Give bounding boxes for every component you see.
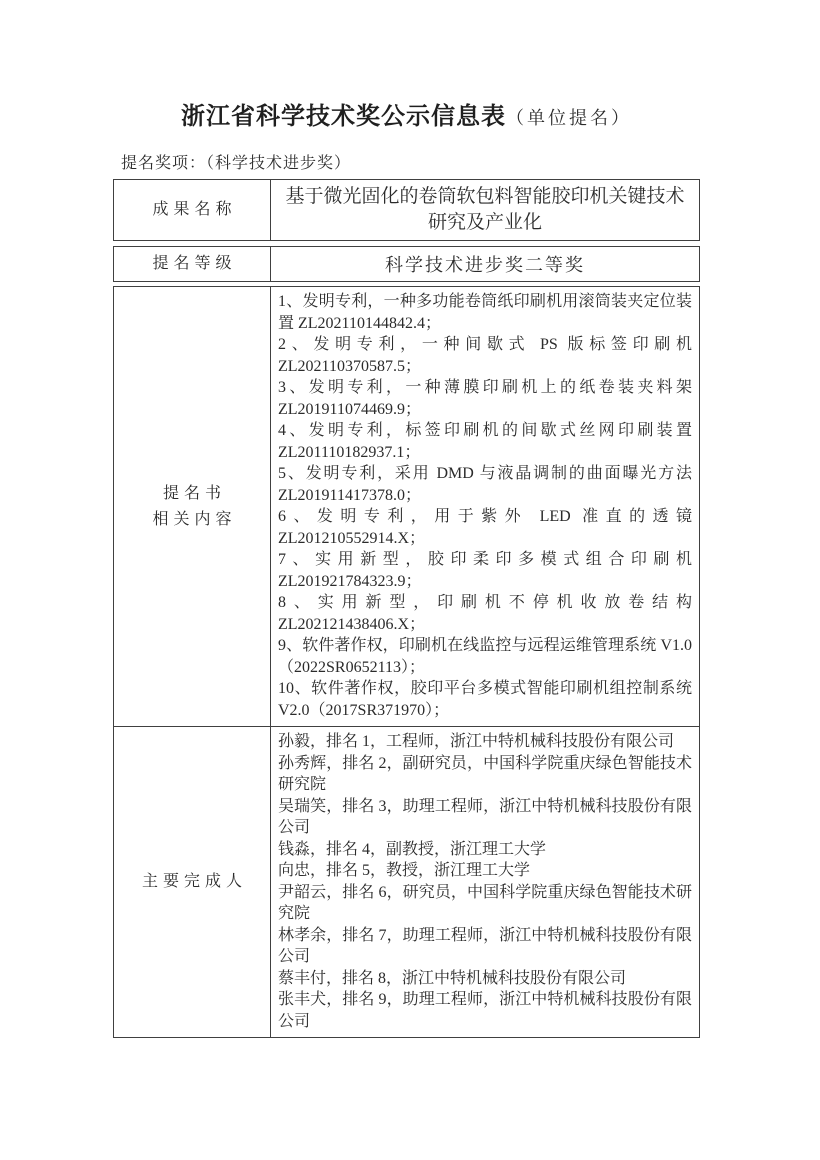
patent-item: 5、发明专利，采用 DMD 与液晶调制的曲面曝光方法 ZL201911417378.0； bbox=[278, 465, 692, 504]
person-item: 吴瑞笑，排名 3，助理工程师，浙江中特机械科技股份有限公司 bbox=[278, 797, 692, 836]
row-result-name bbox=[113, 179, 700, 241]
nomination-items-cell bbox=[271, 287, 699, 726]
grade-value-cell bbox=[271, 247, 699, 281]
result-name-value-cell bbox=[271, 180, 699, 240]
patent-item: 6、发明专利，用于紫外 LED 准直的透镜 ZL201210552914.X； bbox=[278, 508, 692, 547]
page-title-suffix: （单位提名） bbox=[506, 108, 632, 128]
patent-item: 4、发明专利，标签印刷机的间歇式丝网印刷装置 ZL201110182937.1； bbox=[278, 422, 692, 461]
person-item: 张丰犬，排名 9，助理工程师，浙江中特机械科技股份有限公司 bbox=[278, 991, 692, 1030]
page-title bbox=[113, 100, 700, 137]
person-item: 孙毅，排名 1，工程师，浙江中特机械科技股份有限公司 bbox=[278, 733, 675, 750]
patent-item: 1、发明专利，一种多功能卷筒纸印刷机用滚筒装夹定位装置 ZL202110144842.4； bbox=[278, 293, 692, 332]
nomination-label-line2: 相关内容 bbox=[152, 510, 237, 528]
person-item: 林孝余，排名 7，助理工程师，浙江中特机械科技股份有限公司 bbox=[278, 926, 692, 965]
person-item: 钱淼，排名 4，副教授，浙江理工大学 bbox=[278, 840, 547, 858]
row-nomination-content bbox=[114, 287, 699, 726]
result-name-value: 基于微光固化的卷筒软包料智能胶印机关键技术研究及产业化 bbox=[285, 186, 685, 233]
person-item: 蔡丰付，排名 8，浙江中特机械科技股份有限公司 bbox=[278, 969, 627, 987]
row-main-completers bbox=[114, 726, 699, 1037]
result-name-label: 成果名称 bbox=[114, 180, 271, 240]
patent-item: 10、软件著作权，胶印平台多模式智能印刷机组控制系统 V2.0（2017SR371970）； bbox=[278, 680, 692, 719]
patent-item: 8、实用新型，印刷机不停机收放卷结构 ZL202121438406.X； bbox=[278, 594, 692, 633]
person-item: 尹韶云，排名 6，研究员，中国科学院重庆绿色智能技术研究院 bbox=[278, 883, 692, 922]
person-item: 孙秀辉，排名 2，副研究员，中国科学院重庆绿色智能技术研究院 bbox=[278, 754, 692, 793]
person-item: 向忠，排名 5，教授，浙江理工大学 bbox=[278, 862, 531, 879]
completers-label: 主要完成人 bbox=[114, 727, 271, 1037]
table-lower-section bbox=[113, 286, 700, 1038]
award-category-line: 提名奖项：（科学技术进步奖） bbox=[121, 155, 352, 172]
completers-list-cell bbox=[271, 727, 699, 1037]
grade-value: 科学技术进步奖二等奖 bbox=[385, 255, 585, 275]
nomination-label-line1: 提名书 bbox=[162, 484, 226, 502]
grade-label: 提名等级 bbox=[114, 247, 271, 281]
patent-item: 9、软件著作权，印刷机在线监控与远程运维管理系统 V1.0（2022SR0652113）； bbox=[278, 637, 692, 676]
patent-item: 7、实用新型，胶印柔印多模式组合印刷机 ZL201921784323.9； bbox=[278, 551, 692, 590]
patent-item: 3、发明专利，一种薄膜印刷机上的纸卷装夹料架 ZL201911074469.9； bbox=[278, 379, 692, 418]
info-table bbox=[113, 179, 700, 1038]
patent-item: 2、发明专利，一种间歇式 PS 版标签印刷机 ZL202110370587.5； bbox=[278, 336, 692, 375]
nomination-content-label bbox=[114, 287, 271, 726]
row-nomination-grade bbox=[113, 246, 700, 282]
document-content bbox=[113, 0, 700, 1038]
page-title-main: 浙江省科学技术奖公示信息表 bbox=[181, 103, 506, 130]
